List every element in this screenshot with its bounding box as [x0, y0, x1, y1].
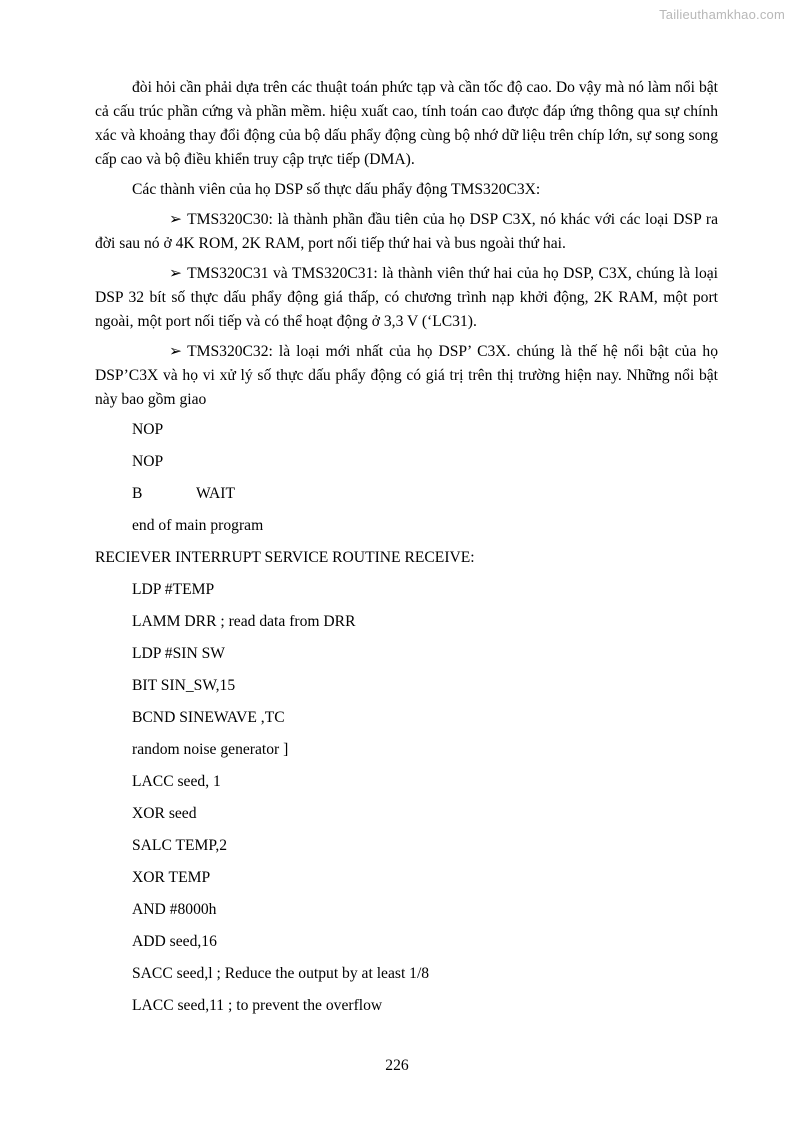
code-operand: WAIT — [196, 485, 235, 502]
code-line: LDP #TEMP — [132, 581, 215, 598]
code-line: XOR TEMP — [132, 869, 211, 886]
code-line: AND #8000h — [132, 901, 217, 918]
code-line: LACC seed,11 ; to prevent the overflow — [132, 997, 383, 1014]
site-watermark: Tailieuthamkhao.com — [659, 7, 785, 22]
code-listing — [95, 418, 718, 1026]
isr-header: RECIEVER INTERRUPT SERVICE ROUTINE RECEIVE: — [95, 549, 475, 566]
code-line: BCND SINEWAVE ,TC — [132, 709, 285, 726]
document-body — [95, 76, 718, 1026]
bullet-tms320c31 — [95, 262, 718, 334]
bullet-text: TMS320C32: là loại mới nhất của họ DSP’ C3X. chúng là thế hệ nổi bật của họ DSP’C3X và họ vi xử lý số thực dấu phẩy động có giá trị trên thị trường hiện nay. Những nổi bật này bao gồm giao — [95, 343, 718, 408]
code-line: XOR seed — [132, 805, 197, 822]
code-line: NOP — [132, 421, 164, 438]
code-line: LAMM DRR ; read data from DRR — [132, 613, 356, 630]
code-line: NOP — [132, 453, 164, 470]
code-line: random noise generator ] — [132, 741, 289, 758]
arrow-bullet-icon: ➢ — [169, 211, 183, 228]
code-line-branch — [95, 482, 718, 514]
bullet-tms320c32 — [95, 340, 718, 412]
page-number: 226 — [385, 1057, 409, 1074]
bullet-text: TMS320C31 và TMS320C31: là thành viên thứ hai của họ DSP, C3X, chúng là loại DSP 32 bít số thực dấu phẩy động giá thấp, có chương trình nạp khởi động, 2K RAM, một port ngoài, một port nối tiếp và có thể hoạt động ở 3,3 V (‘LC31). — [95, 265, 718, 330]
family-members-heading: Các thành viên của họ DSP số thực dấu phẩy động TMS320C3X: — [132, 181, 541, 198]
arrow-bullet-icon: ➢ — [169, 343, 183, 360]
code-line: SACC seed,l ; Reduce the output by at least 1/8 — [132, 965, 430, 982]
code-line: LDP #SIN SW — [132, 645, 225, 662]
code-line: end of main program — [132, 517, 264, 534]
code-line: BIT SIN_SW,15 — [132, 677, 236, 694]
code-opcode: B — [132, 485, 143, 502]
bullet-text: TMS320C30: là thành phần đầu tiên của họ DSP C3X, nó khác với các loại DSP ra đời sau nó ở 4K ROM, 2K RAM, port nối tiếp thứ hai và bus ngoài thứ hai. — [95, 211, 718, 252]
arrow-bullet-icon: ➢ — [169, 265, 183, 282]
code-line: LACC seed, 1 — [132, 773, 221, 790]
bullet-tms320c30 — [95, 208, 718, 256]
code-line: ADD seed,16 — [132, 933, 217, 950]
code-line: SALC TEMP,2 — [132, 837, 228, 854]
intro-paragraph: đòi hỏi cần phải dựa trên các thuật toán phức tạp và cần tốc độ cao. Do vậy mà nó làm nổi bật cả cấu trúc phần cứng và phần mềm. hiệu xuất cao, tính toán cao được đáp ứng thông qua sự chính xác và khoảng thay đổi động của bộ dấu phẩy động cùng bộ nhớ dữ liệu trên chíp lớn, sự song song cấp cao và bộ điều khiển truy cập trực tiếp (DMA). — [95, 79, 718, 168]
